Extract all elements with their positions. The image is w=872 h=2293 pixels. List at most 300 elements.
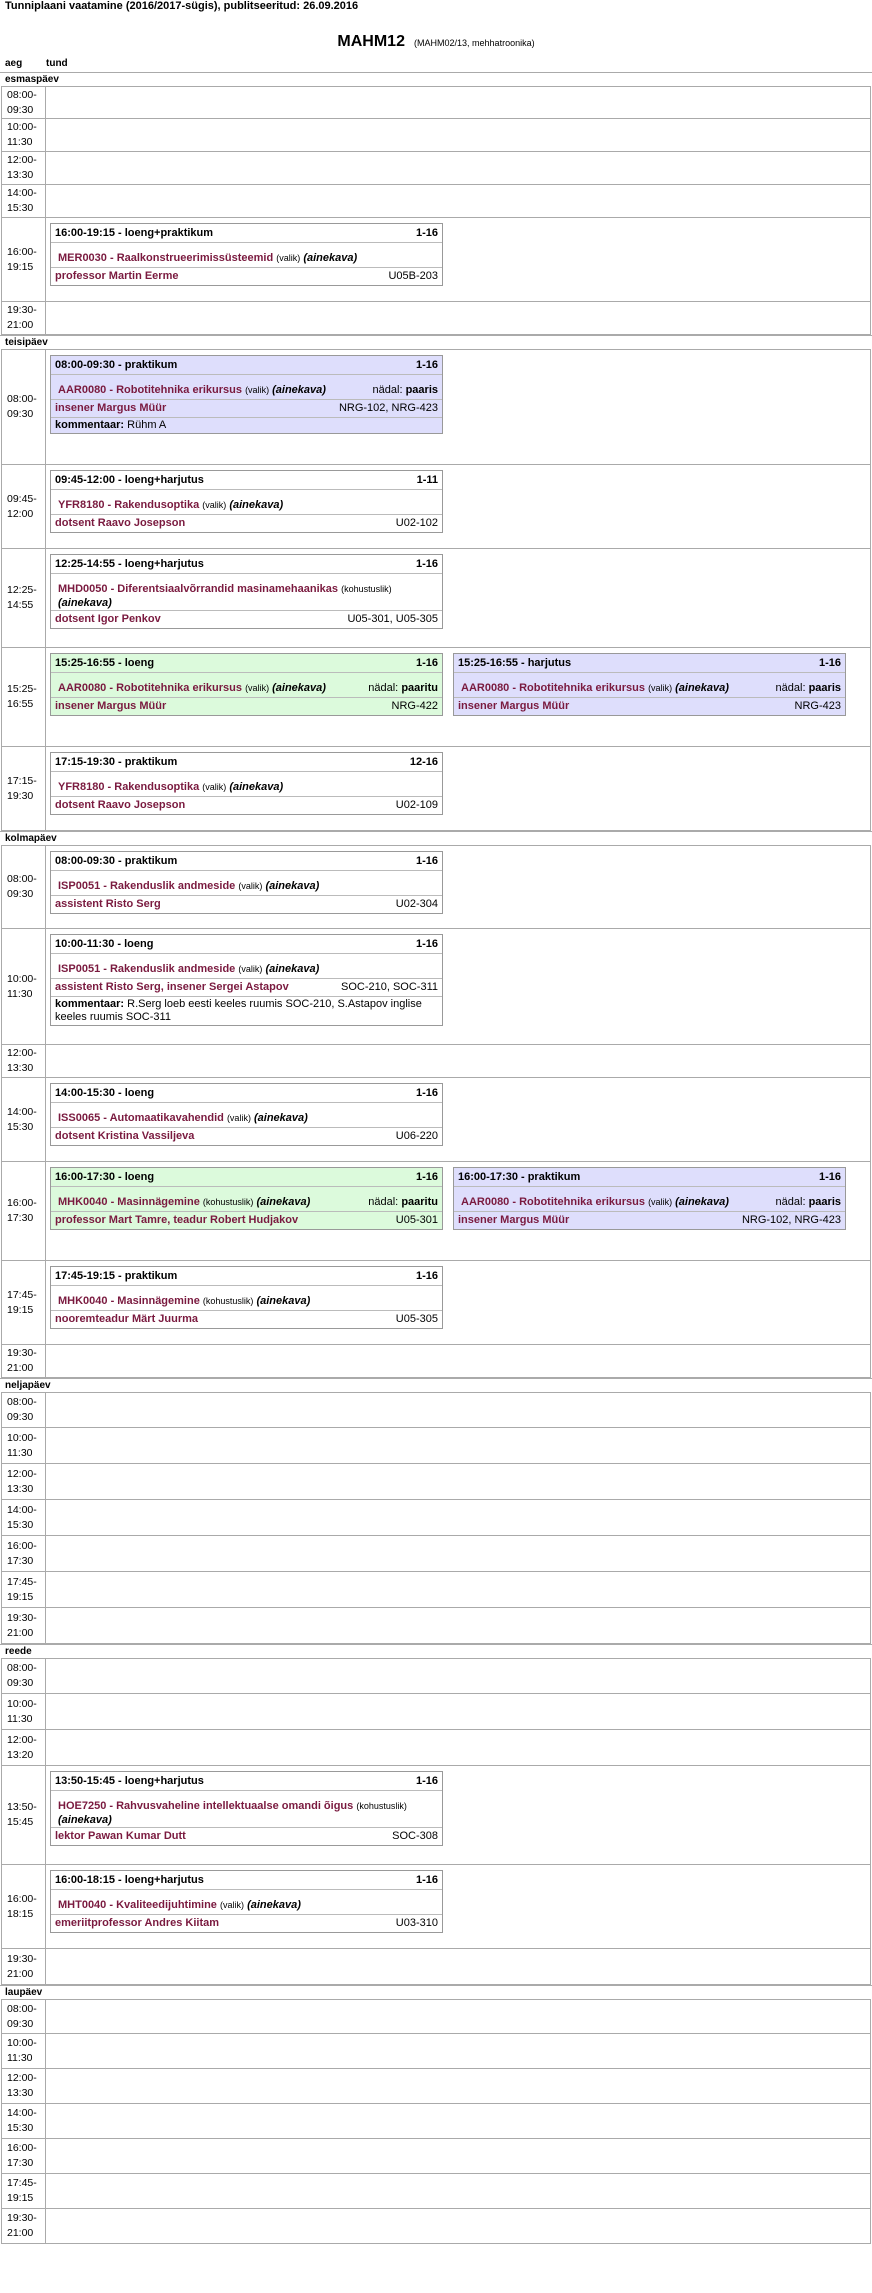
time-slot-row: [0, 1865, 872, 1949]
time-range: 19:30-21:00: [7, 304, 37, 331]
lesson-cell: [45, 2174, 871, 2209]
lesson-cell: [45, 152, 871, 185]
lesson-cell: [45, 1865, 871, 1949]
lesson-cell: [45, 1345, 871, 1378]
lesson-card[interactable]: [50, 1167, 443, 1230]
subject-text: [58, 1799, 438, 1827]
room: U03-310: [395, 1917, 438, 1929]
lesson-teacher-row: [51, 1128, 442, 1145]
week-parity: [368, 1195, 438, 1209]
time-slot-row: [0, 1078, 872, 1162]
syllabus-link[interactable]: (ainekava): [229, 499, 284, 511]
lesson-time-type: 16:00-18:15 - loeng+harjutus: [55, 1874, 204, 1886]
subject-type-tag: (valik): [238, 881, 263, 891]
lesson-weeks: 1-16: [415, 1775, 438, 1787]
subject-text: [58, 1195, 368, 1209]
time-slot-row: [0, 152, 872, 185]
lesson-cell: [45, 1572, 871, 1608]
time-range: 17:45-19:15: [7, 1288, 37, 1316]
time-cell: [1, 2209, 45, 2244]
lesson-subject-row: [51, 498, 442, 515]
week-label: nädal:: [372, 384, 403, 396]
time-slot-row: [0, 1658, 872, 1694]
lesson-time-type: 16:00-19:15 - loeng+praktikum: [55, 227, 214, 239]
syllabus-link[interactable]: (ainekava): [58, 1814, 112, 1826]
lesson-cell: [45, 1766, 871, 1865]
time-range: 12:00-13:30: [7, 2072, 37, 2099]
lesson-time-type: 08:00-09:30 - praktikum: [55, 855, 178, 867]
syllabus-link[interactable]: (ainekava): [272, 682, 326, 694]
time-range: 12:00-13:30: [7, 1467, 37, 1495]
lesson-cell: [45, 302, 871, 335]
time-range: 15:25-16:55: [7, 683, 37, 710]
lesson-teacher-row: [51, 979, 442, 996]
lesson-card[interactable]: [50, 1266, 443, 1329]
time-cell: [1, 1078, 45, 1162]
subject-type-tag: (kohustuslik): [356, 1801, 407, 1811]
lesson-weeks: 1-16: [415, 938, 438, 950]
room: U02-102: [395, 517, 438, 529]
time-slot-row: [0, 648, 872, 747]
time-cell: [1, 2104, 45, 2139]
subject-type-tag: (valik): [245, 683, 270, 693]
syllabus-link[interactable]: (ainekava): [272, 384, 326, 396]
lesson-weeks: 1-16: [818, 657, 841, 669]
lesson-comment: [51, 996, 442, 1025]
time-range: 16:00-18:15: [7, 1892, 37, 1920]
week-label: nädal:: [775, 1196, 806, 1208]
room: U02-109: [395, 799, 438, 811]
lesson-teacher-row: [51, 268, 442, 285]
lesson-cell: [45, 845, 871, 929]
time-cell: [1, 349, 45, 465]
time-range: 10:00-11:30: [7, 1697, 37, 1725]
time-range: 08:00-09:30: [7, 873, 37, 900]
lesson-cell: [45, 1500, 871, 1536]
time-cell: [1, 1572, 45, 1608]
lesson-card[interactable]: [50, 934, 443, 1026]
teacher-name[interactable]: lektor Pawan Kumar Dutt: [55, 1830, 186, 1842]
subject-link[interactable]: AAR0080 - Robotitehnika erikursus: [58, 682, 242, 694]
subject-link[interactable]: AAR0080 - Robotitehnika erikursus: [461, 1196, 645, 1208]
time-cell: [1, 1865, 45, 1949]
syllabus-link[interactable]: (ainekava): [254, 1112, 308, 1124]
day-header: kolmapäev: [0, 831, 872, 845]
lesson-subject-row: [51, 879, 442, 896]
time-range: 19:30-21:00: [7, 1611, 37, 1639]
lesson-subject-row: [51, 681, 442, 698]
time-range: 10:00-11:30: [7, 121, 37, 148]
lesson-header: [51, 935, 442, 954]
subject-type-tag: (valik): [276, 253, 301, 263]
time-range: 19:30-21:00: [7, 1347, 37, 1374]
day-header: laupäev: [0, 1985, 872, 1999]
time-slot-row: [0, 465, 872, 549]
lesson-cell: [45, 218, 871, 302]
lesson-card[interactable]: [50, 355, 443, 434]
column-headers: [0, 58, 872, 72]
time-cell: [1, 1045, 45, 1078]
lesson-teacher-row: [51, 896, 442, 913]
lesson-cell: [45, 1999, 871, 2034]
time-slot-row: [0, 1428, 872, 1464]
subject-link[interactable]: AAR0080 - Robotitehnika erikursus: [58, 384, 242, 396]
time-cell: [1, 2069, 45, 2104]
room: SOC-308: [392, 1830, 438, 1842]
lesson-header: [51, 1772, 442, 1791]
time-slot-row: [0, 1261, 872, 1345]
lesson-header: [51, 356, 442, 375]
lesson-teacher-row: [51, 698, 442, 715]
time-slot-row: [0, 929, 872, 1045]
week-parity: [776, 681, 841, 695]
lesson-card[interactable]: [453, 1167, 846, 1230]
teacher-name[interactable]: assistent Risto Serg: [55, 898, 161, 910]
lesson-cell: [45, 465, 871, 549]
lesson-cell: [45, 2069, 871, 2104]
lesson-teacher-row: [51, 1212, 442, 1229]
subject-link[interactable]: ISS0065 - Automaatikavahendid: [58, 1112, 224, 1124]
lesson-spacer: [51, 871, 442, 879]
time-cell: [1, 845, 45, 929]
subject-text: [58, 681, 368, 695]
lesson-cell: [45, 2209, 871, 2244]
subject-link[interactable]: MHD0050 - Diferentsiaalvõrrandid masinamehaanikas: [58, 583, 339, 595]
time-slot-row: [0, 1694, 872, 1730]
lesson-subject-row: [51, 962, 442, 979]
lesson-spacer: [51, 1791, 442, 1799]
lesson-teacher-row: [51, 515, 442, 532]
lesson-cell: [45, 1162, 871, 1261]
time-slot-row: [0, 2034, 872, 2069]
time-range: 08:00-09:30: [7, 88, 37, 116]
lesson-subject-row: [51, 582, 442, 611]
week-label: nädal:: [368, 682, 399, 694]
lesson-comment: [51, 417, 442, 433]
lesson-weeks: 1-16: [415, 558, 438, 570]
lesson-teacher-row: [51, 611, 442, 628]
time-range: 08:00-09:30: [7, 1396, 37, 1423]
time-slot-row: [0, 549, 872, 648]
time-cell: [1, 218, 45, 302]
lesson-weeks: 1-16: [415, 359, 438, 371]
time-slot-row: [0, 1608, 872, 1644]
teacher-name[interactable]: insener Margus Müür: [55, 402, 167, 414]
week-value: paaritu: [401, 682, 438, 694]
lesson-weeks: 1-16: [415, 1087, 438, 1099]
time-cell: [1, 648, 45, 747]
lesson-cell: [45, 1694, 871, 1730]
lesson-card[interactable]: [50, 1083, 443, 1146]
time-cell: [1, 465, 45, 549]
subject-link[interactable]: MHK0040 - Masinnägemine: [58, 1295, 200, 1307]
teacher-name[interactable]: dotsent Raavo Josepson: [55, 517, 186, 529]
lesson-subject-row: [51, 1294, 442, 1311]
lesson-cell: [45, 549, 871, 648]
lesson-teacher-row: [51, 1311, 442, 1328]
teacher-name[interactable]: insener Margus Müür: [55, 700, 167, 712]
lesson-teacher-row: [51, 1915, 442, 1932]
lesson-weeks: 1-16: [415, 227, 438, 239]
group-code: MAHM12: [337, 33, 405, 50]
time-cell: [1, 1730, 45, 1766]
lesson-cell: [45, 2104, 871, 2139]
teacher-name[interactable]: professor Mart Tamre, teadur Robert Hudjakov: [55, 1214, 299, 1226]
time-cell: [1, 549, 45, 648]
day-header: teisipäev: [0, 335, 872, 349]
lesson-cell: [45, 1261, 871, 1345]
syllabus-link[interactable]: (ainekava): [58, 597, 112, 609]
week-label: nädal:: [368, 1196, 399, 1208]
syllabus-link[interactable]: (ainekava): [303, 252, 358, 264]
lesson-cell: [45, 119, 871, 152]
syllabus-link[interactable]: (ainekava): [229, 781, 284, 793]
subject-link[interactable]: AAR0080 - Robotitehnika erikursus: [461, 682, 645, 694]
lesson-subject-row: [454, 1195, 845, 1212]
lesson-spacer: [454, 1187, 845, 1195]
time-range: 08:00-09:30: [7, 2002, 37, 2030]
time-cell: [1, 185, 45, 218]
lesson-subject-row: [51, 1898, 442, 1915]
comment-text: Rühm A: [127, 419, 167, 431]
day-header: esmaspäev: [0, 72, 872, 86]
subject-text: [58, 1111, 438, 1125]
teacher-name[interactable]: insener Margus Müür: [458, 700, 570, 712]
subject-link[interactable]: ISP0051 - Rakenduslik andmeside: [58, 880, 236, 892]
subject-type-tag: (valik): [202, 782, 227, 792]
time-cell: [1, 1392, 45, 1428]
week-value: paaris: [808, 682, 841, 694]
subject-type-tag: (kohustuslik): [202, 1197, 254, 1207]
lesson-time-type: 15:25-16:55 - harjutus: [458, 657, 572, 669]
time-slot-row: [0, 1536, 872, 1572]
day-header: neljapäev: [0, 1378, 872, 1392]
subject-type-tag: (kohustuslik): [341, 584, 392, 594]
lesson-card[interactable]: [50, 1870, 443, 1933]
time-range: 13:50-15:45: [7, 1801, 37, 1828]
lesson-subject-row: [51, 1799, 442, 1828]
time-cell: [1, 1428, 45, 1464]
lesson-cell: [45, 1536, 871, 1572]
time-slot-row: [0, 349, 872, 465]
room: SOC-210, SOC-311: [340, 981, 438, 993]
time-cell: [1, 302, 45, 335]
time-range: 08:00-09:30: [7, 393, 37, 420]
time-range: 17:45-19:15: [7, 1575, 37, 1603]
room: U05-301, U05-305: [347, 613, 438, 625]
time-cell: [1, 1999, 45, 2034]
lesson-weeks: 1-16: [415, 657, 438, 669]
column-lesson-header: tund: [46, 58, 68, 69]
time-range: 09:45-12:00: [7, 492, 37, 520]
lesson-time-type: 17:15-19:30 - praktikum: [55, 756, 178, 768]
lesson-weeks: 1-16: [415, 1171, 438, 1183]
lesson-card[interactable]: [50, 851, 443, 914]
time-slot-row: [0, 1730, 872, 1766]
time-range: 16:00-17:30: [7, 1539, 37, 1567]
subject-link[interactable]: ISP0051 - Rakenduslik andmeside: [58, 963, 236, 975]
lesson-teacher-row: [51, 797, 442, 814]
lesson-header: [51, 852, 442, 871]
time-cell: [1, 2034, 45, 2069]
week-value: paaris: [808, 1196, 841, 1208]
lesson-cell: [45, 185, 871, 218]
subject-link[interactable]: HOE7250 - Rahvusvaheline intellektuaalse omandi õigus: [58, 1800, 354, 1812]
lesson-card[interactable]: [50, 752, 443, 815]
syllabus-link[interactable]: (ainekava): [265, 963, 320, 975]
lesson-time-type: 16:00-17:30 - loeng: [55, 1171, 155, 1183]
room: NRG-102, NRG-423: [741, 1214, 841, 1226]
lesson-teacher-row: [454, 698, 845, 715]
comment-label: kommentaar:: [55, 998, 125, 1010]
subject-link[interactable]: MHK0040 - Masinnägemine: [58, 1196, 200, 1208]
subject-text: [58, 383, 373, 397]
lesson-card[interactable]: [50, 223, 443, 286]
teacher-name[interactable]: professor Martin Eerme: [55, 270, 179, 282]
time-range: 12:00-13:20: [7, 1733, 37, 1761]
lesson-cell: [45, 2139, 871, 2174]
room: NRG-102, NRG-423: [338, 402, 438, 414]
room: U05-301: [395, 1214, 438, 1226]
subject-text: [58, 780, 438, 794]
teacher-name[interactable]: nooremteadur Märt Juurma: [55, 1313, 199, 1325]
teacher-name[interactable]: dotsent Raavo Josepson: [55, 799, 186, 811]
week-label: nädal:: [775, 682, 806, 694]
syllabus-link[interactable]: (ainekava): [265, 880, 320, 892]
teacher-name[interactable]: emeriitprofessor Andres Kiitam: [55, 1917, 220, 1929]
time-slot-row: [0, 2139, 872, 2174]
lesson-subject-row: [51, 1195, 442, 1212]
subject-link[interactable]: YFR8180 - Rakendusoptika: [58, 499, 200, 511]
subject-link[interactable]: YFR8180 - Rakendusoptika: [58, 781, 200, 793]
time-range: 17:15-19:30: [7, 774, 37, 802]
time-slot-row: [0, 185, 872, 218]
time-slot-row: [0, 218, 872, 302]
subject-text: [58, 1898, 438, 1912]
lesson-time-type: 16:00-17:30 - praktikum: [458, 1171, 581, 1183]
lesson-time-type: 13:50-15:45 - loeng+harjutus: [55, 1775, 204, 1787]
time-slot-row: [0, 845, 872, 929]
lesson-cell: [45, 1392, 871, 1428]
time-cell: [1, 747, 45, 831]
lesson-header: [51, 471, 442, 490]
lesson-header: [51, 555, 442, 574]
lesson-header: [454, 1168, 845, 1187]
subject-type-tag: (valik): [648, 683, 673, 693]
subject-type-tag: (valik): [238, 964, 263, 974]
week-parity: [368, 681, 438, 695]
lesson-cell: [45, 1464, 871, 1500]
lesson-cell: [45, 1045, 871, 1078]
lesson-spacer: [51, 1890, 442, 1898]
time-slot-row: [0, 302, 872, 335]
time-cell: [1, 1536, 45, 1572]
subject-type-tag: (kohustuslik): [202, 1296, 254, 1306]
time-cell: [1, 1345, 45, 1378]
syllabus-link[interactable]: (ainekava): [256, 1295, 311, 1307]
lesson-subject-row: [51, 383, 442, 400]
lesson-header: [51, 1267, 442, 1286]
time-range: 14:00-15:30: [7, 1503, 37, 1531]
teacher-name[interactable]: dotsent Igor Penkov: [55, 613, 161, 625]
lesson-header: [51, 1168, 442, 1187]
lesson-cell: [45, 1428, 871, 1464]
lesson-card[interactable]: [453, 653, 846, 716]
time-cell: [1, 119, 45, 152]
teacher-name[interactable]: assistent Risto Serg, insener Sergei Astapov: [55, 981, 289, 993]
lesson-spacer: [51, 1187, 442, 1195]
syllabus-link[interactable]: (ainekava): [675, 682, 729, 694]
lesson-card[interactable]: [50, 1771, 443, 1846]
teacher-name[interactable]: insener Margus Müür: [458, 1214, 570, 1226]
lesson-cell: [45, 1730, 871, 1766]
lesson-card[interactable]: [50, 554, 443, 629]
time-slot-row: [0, 2104, 872, 2139]
page-title: [0, 14, 872, 58]
lesson-card[interactable]: [50, 470, 443, 533]
syllabus-link[interactable]: (ainekava): [256, 1196, 311, 1208]
time-range: 10:00-11:30: [7, 2037, 37, 2064]
time-slot-row: [0, 1045, 872, 1078]
lesson-teacher-row: [51, 400, 442, 417]
week-value: paaris: [405, 384, 438, 396]
lesson-subject-row: [51, 1111, 442, 1128]
lesson-time-type: 09:45-12:00 - loeng+harjutus: [55, 474, 204, 486]
subject-text: [58, 582, 438, 610]
lesson-spacer: [51, 772, 442, 780]
lesson-cell: [45, 349, 871, 465]
lesson-header: [454, 654, 845, 673]
time-slot-row: [0, 1162, 872, 1261]
subject-type-tag: (valik): [220, 1900, 244, 1910]
syllabus-link[interactable]: (ainekava): [247, 1899, 301, 1911]
teacher-name[interactable]: dotsent Kristina Vassiljeva: [55, 1130, 195, 1142]
time-cell: [1, 1261, 45, 1345]
time-range: 10:00-11:30: [7, 1431, 37, 1459]
time-range: 12:00-13:30: [7, 154, 37, 181]
subject-text: [58, 879, 438, 893]
page-header: Tunniplaani vaatamine (2016/2017-sügis), publitseeritud: 26.09.2016: [5, 0, 359, 12]
room: NRG-423: [794, 700, 841, 712]
subject-link[interactable]: MHT0040 - Kvaliteedijuhtimine: [58, 1899, 217, 1911]
subject-text: [461, 1195, 776, 1209]
subject-link[interactable]: MER0030 - Raalkonstrueerimissüsteemid: [58, 252, 274, 264]
room: U05-305: [395, 1313, 438, 1325]
lesson-weeks: 1-16: [818, 1171, 841, 1183]
lesson-cell: [45, 86, 871, 119]
lesson-header: [51, 1084, 442, 1103]
subject-type-tag: (valik): [648, 1197, 673, 1207]
time-slot-row: [0, 1500, 872, 1536]
syllabus-link[interactable]: (ainekava): [675, 1196, 729, 1208]
time-cell: [1, 1694, 45, 1730]
lesson-cell: [45, 1078, 871, 1162]
time-cell: [1, 2174, 45, 2209]
lesson-cell: [45, 1949, 871, 1985]
subject-text: [58, 1294, 438, 1308]
lesson-subject-row: [454, 681, 845, 698]
lesson-spacer: [51, 375, 442, 383]
lesson-spacer: [51, 574, 442, 582]
time-range: 17:45-19:15: [7, 2177, 37, 2204]
time-range: 08:00-09:30: [7, 1662, 37, 1689]
time-range: 12:00-13:30: [7, 1047, 37, 1074]
room: U02-304: [395, 898, 438, 910]
time-slot-row: [0, 1464, 872, 1500]
time-cell: [1, 1949, 45, 1985]
lesson-card[interactable]: [50, 653, 443, 716]
time-cell: [1, 1658, 45, 1694]
